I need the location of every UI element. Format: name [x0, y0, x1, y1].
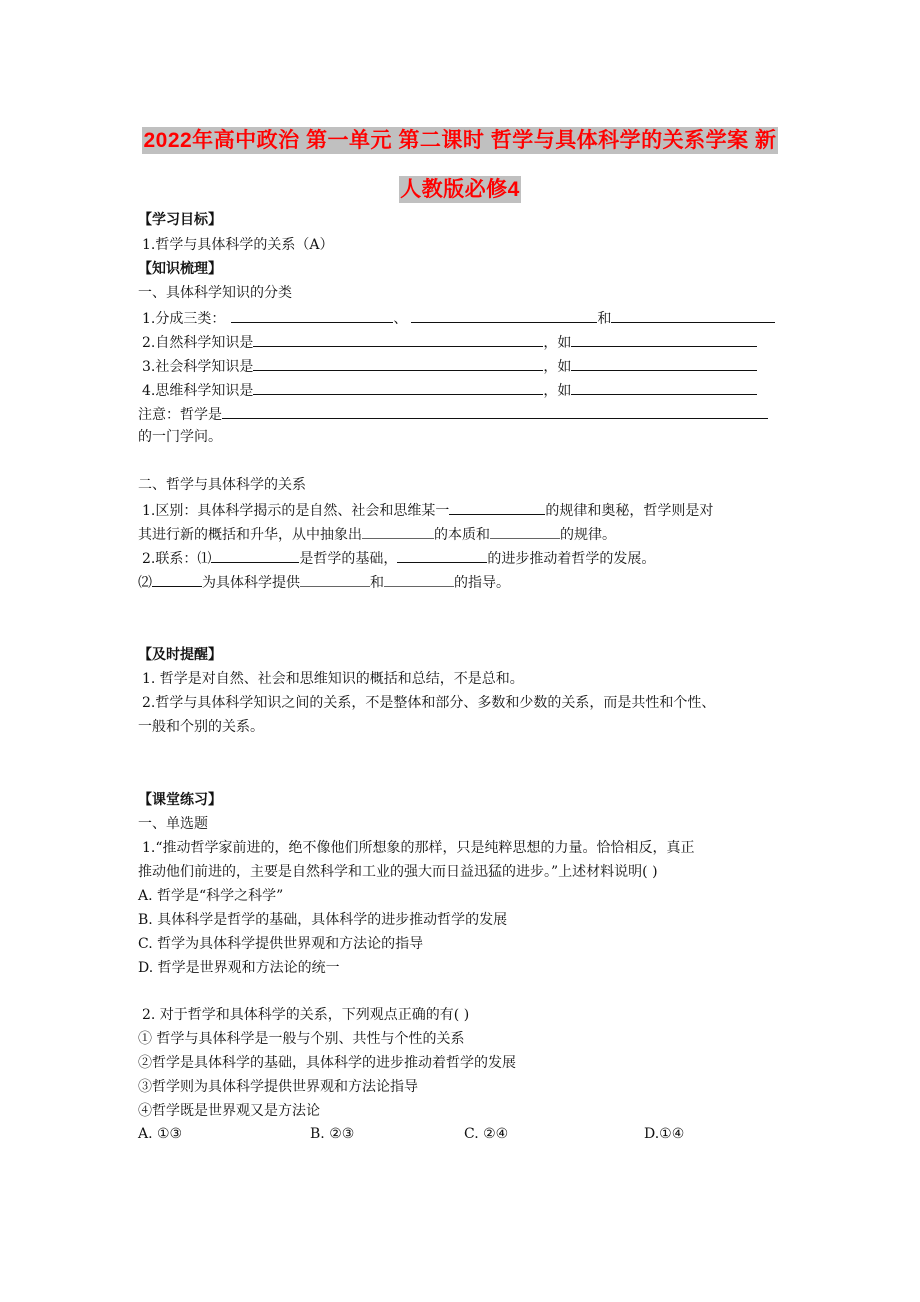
fill-row-classification	[138, 308, 792, 328]
blank-field[interactable]	[231, 308, 393, 323]
q1-label: 1.分成三类：	[142, 311, 226, 327]
section-2-title: 二、哲学与具体科学的关系	[138, 477, 306, 493]
q1-option-b[interactable]: B. 具体科学是哲学的基础，具体科学的进步推动哲学的发展	[138, 912, 508, 928]
q2-option-a[interactable]: A. ①③	[138, 1126, 183, 1142]
blank-field[interactable]	[222, 404, 768, 419]
goals-heading: 【学习目标】	[138, 212, 222, 228]
text: 的规律和奥秘，哲学则是对	[545, 503, 714, 519]
blank-field[interactable]	[411, 308, 597, 323]
reminder-item-2: 2.哲学与具体科学知识之间的关系，不是整体和部分、多数和少数的关系，而是共性和个性、	[142, 695, 716, 711]
blank-field[interactable]	[490, 524, 560, 539]
q2-option-d[interactable]: D.①④	[644, 1126, 685, 1142]
fill-row-note	[138, 404, 788, 424]
q1-stem: 1.“推动哲学家前进的，绝不像他们所想象的那样，只是纯粹思想的力量。恰恰相反，真正	[142, 840, 695, 856]
blank-field[interactable]	[253, 356, 543, 371]
blank-field[interactable]	[211, 548, 299, 563]
q2-statement-1: ① 哲学与具体科学是一般与个别、共性与个性的关系	[138, 1031, 465, 1047]
q1-option-a[interactable]: A. 哲学是“科学之科学”	[138, 888, 284, 904]
practice-heading: 【课堂练习】	[138, 792, 222, 808]
separator: 、	[393, 311, 408, 327]
fill-row-thinking-science	[138, 380, 792, 400]
blank-field[interactable]	[611, 308, 775, 323]
goal-item: 1.哲学与具体科学的关系（A）	[142, 237, 334, 253]
fill-row-social-science	[138, 356, 792, 376]
q1-option-d[interactable]: D. 哲学是世界观和方法论的统一	[138, 960, 340, 976]
section-1-title: 一、具体科学知识的分类	[138, 285, 292, 301]
blank-field[interactable]	[449, 500, 545, 515]
q2-stem: 2. 对于哲学和具体科学的关系，下列观点正确的有( )	[142, 1007, 470, 1023]
blank-field[interactable]	[362, 524, 434, 539]
blank-field[interactable]	[571, 380, 757, 395]
blank-field[interactable]	[397, 548, 487, 563]
document-title-line-2	[0, 173, 920, 203]
fill-row-connection-2	[138, 572, 788, 592]
text: 的进步推动着哲学的发展。	[487, 551, 656, 567]
q2-option-c[interactable]: C. ②④	[464, 1126, 509, 1142]
example-label: ，如	[543, 335, 572, 351]
text: 和	[370, 575, 384, 591]
q2-statement-4: ④哲学既是世界观又是方法论	[138, 1103, 320, 1119]
knowledge-heading: 【知识梳理】	[138, 261, 222, 277]
q2-label: 2.自然科学知识是	[142, 335, 254, 351]
fill-row-connection-1	[138, 548, 792, 568]
text: 是哲学的基础，	[299, 551, 398, 567]
fill-row-difference	[138, 500, 792, 520]
q1-option-c[interactable]: C. 哲学为具体科学提供世界观和方法论的指导	[138, 936, 424, 952]
text: 的规律。	[560, 527, 616, 543]
note-label: 注意：哲学是	[138, 407, 222, 423]
document-title-line-1	[0, 124, 920, 154]
text: 为具体科学提供	[202, 575, 300, 591]
question-type: 一、单选题	[138, 816, 208, 832]
reminder-heading: 【及时提醒】	[138, 647, 222, 663]
q3-label: 3.社会科学知识是	[142, 359, 254, 375]
document-title: 2022年高中政治 第一单元 第二课时 哲学与具体科学的关系学案 新	[143, 129, 777, 152]
text: 的本质和	[434, 527, 490, 543]
fill-row-difference-cont	[138, 524, 788, 544]
q2-option-b[interactable]: B. ②③	[310, 1126, 355, 1142]
text: ⑵	[138, 575, 152, 591]
fill-row-natural-science	[138, 332, 792, 352]
q2-statement-2: ②哲学是具体科学的基础，具体科学的进步推动着哲学的发展	[138, 1055, 516, 1071]
blank-field[interactable]	[253, 380, 543, 395]
blank-field[interactable]	[571, 356, 757, 371]
separator: 和	[597, 311, 612, 327]
blank-field[interactable]	[253, 332, 543, 347]
example-label: ，如	[543, 383, 572, 399]
text: 2.联系：⑴	[142, 551, 212, 567]
document-title-continued: 人教版必修4	[400, 178, 520, 201]
blank-field[interactable]	[571, 332, 757, 347]
reminder-item-2-cont: 一般和个别的关系。	[138, 719, 264, 735]
blank-field[interactable]	[384, 572, 454, 587]
text: 其进行新的概括和升华，从中抽象出	[138, 527, 362, 543]
blank-field[interactable]	[152, 572, 202, 587]
q4-label: 4.思维科学知识是	[142, 383, 254, 399]
text: 的指导。	[454, 575, 510, 591]
reminder-item-1: 1. 哲学是对自然、社会和思维知识的概括和总结，不是总和。	[142, 671, 524, 687]
q2-statement-3: ③哲学则为具体科学提供世界观和方法论指导	[138, 1079, 418, 1095]
blank-field[interactable]	[300, 572, 370, 587]
note-tail: 的一门学问。	[138, 429, 222, 445]
q1-stem-cont: 推动他们前进的，主要是自然科学和工业的强大而日益迅猛的进步。”上述材料说明( )	[138, 864, 658, 880]
text: 1.区别：具体科学揭示的是自然、社会和思维某一	[142, 503, 450, 519]
example-label: ，如	[543, 359, 572, 375]
